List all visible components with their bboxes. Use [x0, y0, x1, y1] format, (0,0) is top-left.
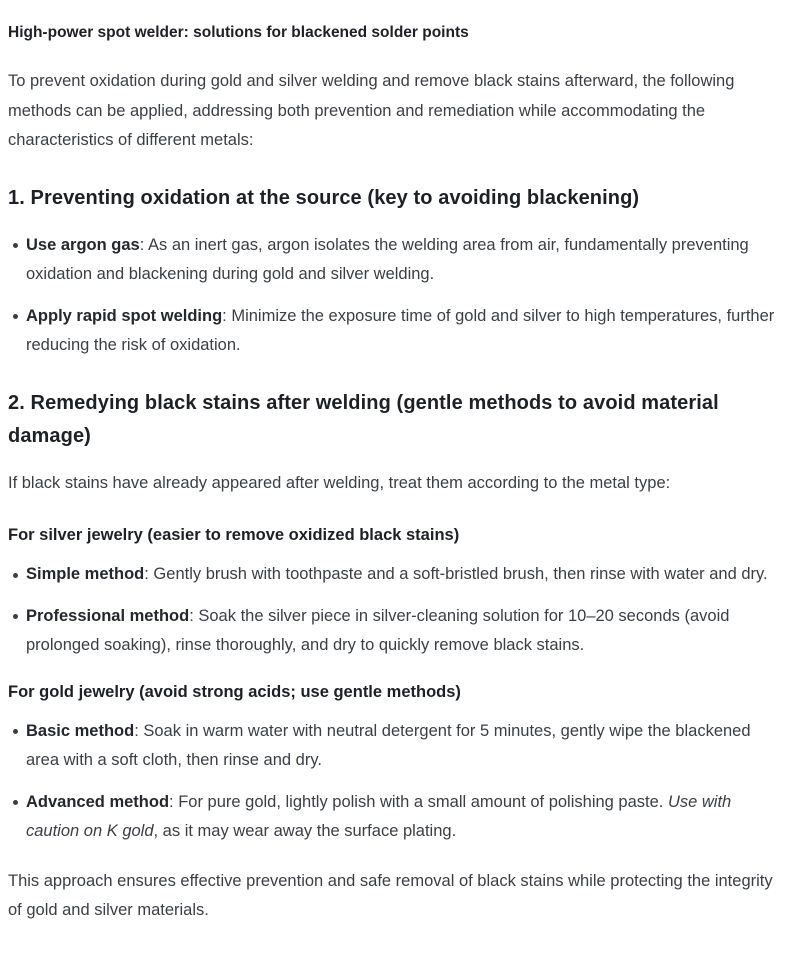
- closing-paragraph: This approach ensures effective prevention and safe removal of black stains while protecting the integrity of gold and silver materials.: [8, 871, 773, 919]
- intro-paragraph: To prevent oxidation during gold and silver welding and remove black stains afterward, the following methods can be applied, addressing both prevention and remediation while accommodating the characteristics of different metals:: [8, 72, 735, 149]
- bullet-lead: Simple method: [26, 565, 145, 583]
- section-1-heading: 1. Preventing oxidation at the source (key to avoiding blackening): [8, 186, 640, 209]
- bullet-lead: Apply rapid spot welding: [26, 306, 223, 325]
- bullet-text: : As an inert gas, argon isolates the welding area from air, fundamentally preventing oxidation and blackening during gold and silver welding.: [26, 235, 749, 283]
- list-item-simple-method: [8, 560, 786, 590]
- section-1-list: [8, 231, 786, 361]
- bullet-text: : Gently brush with toothpaste and a soft-bristled brush, then rinse with water and dry.: [144, 565, 768, 583]
- list-item-argon-gas: [8, 231, 786, 290]
- section-2-heading: 2. Remedying black stains after welding (gentle methods to avoid material damage): [8, 391, 719, 447]
- bullet-text: : Soak in warm water with neutral detergent for 5 minutes, gently wipe the blackened area with a soft cloth, then rinse and dry.: [26, 721, 751, 769]
- bullet-lead: Professional method: [26, 606, 190, 625]
- bullet-lead: Use argon gas: [26, 235, 140, 254]
- bullet-text-after: , as it may wear away the surface plating.: [153, 822, 457, 840]
- gold-jewelry-subheading: For gold jewelry (avoid strong acids; use gentle methods): [8, 682, 461, 701]
- gold-jewelry-list: [8, 717, 786, 847]
- silver-jewelry-subheading: For silver jewelry (easier to remove oxidized black stains): [8, 526, 460, 544]
- list-item-professional-method: [8, 602, 786, 661]
- list-item-advanced-method: [8, 788, 786, 847]
- silver-jewelry-list: [8, 560, 786, 661]
- bullet-lead: Advanced method: [26, 792, 170, 811]
- bullet-lead: Basic method: [26, 721, 135, 740]
- section-2-intro-paragraph: If black stains have already appeared after welding, treat them according to the metal type:: [8, 473, 671, 492]
- list-item-basic-method: [8, 717, 786, 776]
- bullet-italic-text: Use with caution on K gold: [26, 792, 732, 840]
- list-item-rapid-spot-welding: [8, 302, 786, 361]
- bullet-text: : Minimize the exposure time of gold and silver to high temperatures, further reducing the risk of oxidation.: [26, 306, 775, 354]
- bullet-text: : Soak the silver piece in silver-cleaning solution for 10–20 seconds (avoid prolonged soaking), rinse thoroughly, and dry to quickly remove black stains.: [26, 606, 730, 654]
- document-title: High-power spot welder: solutions for blackened solder points: [8, 24, 469, 41]
- bullet-text: : For pure gold, lightly polish with a small amount of polishing paste.: [169, 792, 668, 811]
